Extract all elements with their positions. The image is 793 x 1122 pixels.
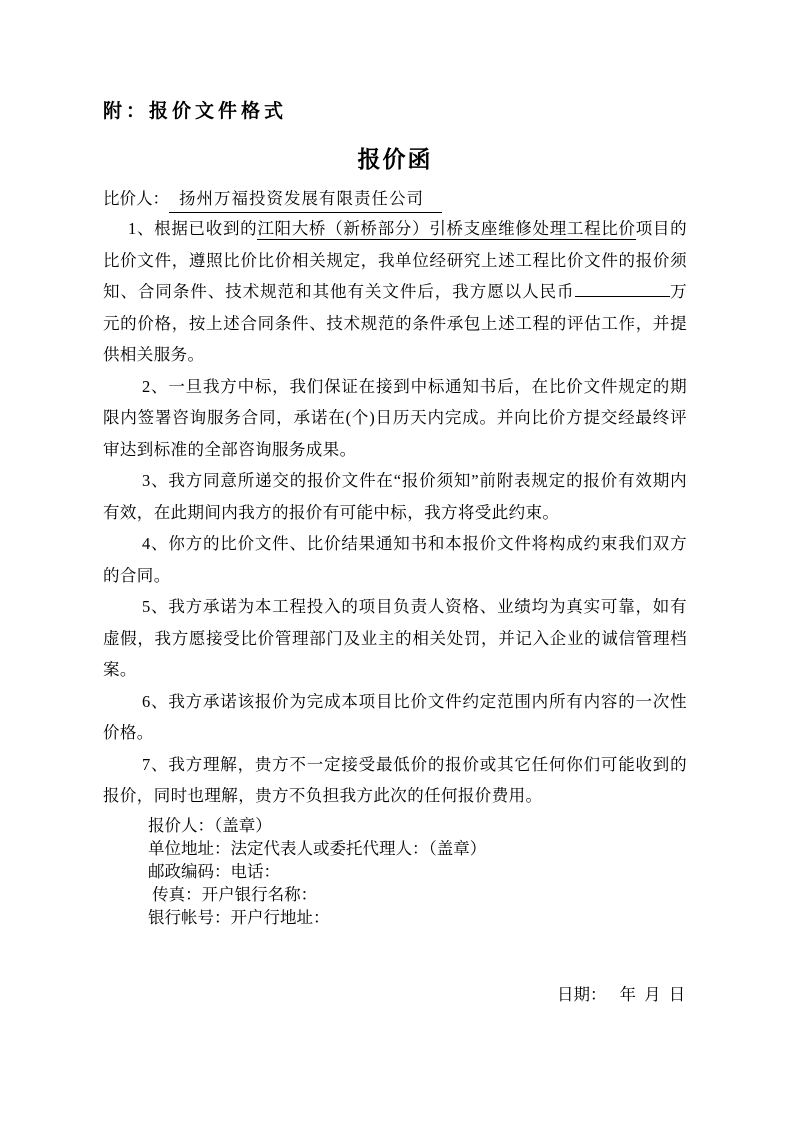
paragraph-3-text: 我方同意所递交的报价文件在“报价须知”前附表规定的报价有效期内有效，在此期间内我方的报价有可能中标，我方将受此约束。 xyxy=(103,471,687,522)
paragraph-2 xyxy=(103,371,687,466)
paragraph-7-text: 我方理解，贵方不一定接受最低价的报价或其它任何你们可能收到的报价，同时也理解，贵方不负担我方此次的任何报价费用。 xyxy=(103,754,687,805)
bidder-company-name: 扬州万福投资发展有限责任公司 xyxy=(169,187,442,213)
paragraph-4-number: 4、 xyxy=(142,534,169,553)
signature-line-account-bank-address: 银行帐号：开户行地址： xyxy=(148,907,330,927)
project-name-underlined: 江阳大桥（新桥部分）引桥支座维修处理工程比价 xyxy=(257,219,636,238)
paragraph-1-number: 1、 xyxy=(128,219,155,238)
paragraph-3-number: 3、 xyxy=(142,471,169,490)
paragraph-3 xyxy=(103,465,687,528)
paragraph-7 xyxy=(103,749,687,812)
paragraph-5 xyxy=(103,591,687,686)
paragraph-1-body-before-blank: 项目的比价文件，遵照比价比价相关规定，我单位经研究上述工程比价文件的报价须知、合同条件、技术规范和其他有关文件后，我方愿以人民币 xyxy=(103,219,687,301)
paragraph-1-lead: 根据已收到的 xyxy=(154,219,258,238)
signature-line-bidder-seal: 报价人：（盖章） xyxy=(148,815,272,835)
date-label: 日期： xyxy=(557,985,607,1004)
paragraph-4 xyxy=(103,528,687,591)
signature-block xyxy=(103,814,687,929)
paragraph-4-text: 你方的比价文件、比价结果通知书和本报价文件将构成约束我们双方的合同。 xyxy=(103,534,687,585)
price-amount-blank xyxy=(575,282,670,297)
bidder-label: 比价人： xyxy=(103,189,169,208)
signature-line-address-representative: 单位地址：法定代表人或委托代理人：（盖章） xyxy=(148,838,487,858)
paragraph-6-text: 我方承诺该报价为完成本项目比价文件约定范围内所有内容的一次性价格。 xyxy=(103,691,687,742)
paragraph-1 xyxy=(103,213,687,371)
date-line xyxy=(557,984,685,1006)
paragraph-6 xyxy=(103,686,687,749)
paragraph-5-number: 5、 xyxy=(142,597,169,616)
signature-line-postcode-phone: 邮政编码：电话： xyxy=(148,861,280,881)
signature-line-fax-bank-name: 传真：开户银行名称： xyxy=(148,884,318,904)
attachment-format-heading: 附：报价文件格式 xyxy=(103,101,288,122)
paragraph-2-text: 一旦我方中标，我们保证在接到中标通知书后，在比价文件规定的期限内签署咨询服务合同，承诺在(个)日历天内完成。并向比价方提交经最终评审达到标准的全部咨询服务成果。 xyxy=(103,376,687,459)
paragraph-6-number: 6、 xyxy=(142,691,169,711)
paragraph-5-text: 我方承诺为本工程投入的项目负责人资格、业绩均为真实可靠，如有虚假，我方愿接受比价管理部门及业主的相关处罚，并记入企业的诚信管理档案。 xyxy=(103,597,687,679)
paragraph-7-number: 7、 xyxy=(142,754,169,774)
document-title: 报价函 xyxy=(357,147,433,172)
paragraph-1-body-after-blank: 万元的价格，按上述合同条件、技术规范的条件承包上述工程的评估工作，并提供相关服务。 xyxy=(103,282,687,364)
date-value-year-month-day: 年 月 日 xyxy=(619,985,686,1004)
bidder-line xyxy=(103,187,687,213)
paragraph-2-number: 2、 xyxy=(142,376,169,396)
